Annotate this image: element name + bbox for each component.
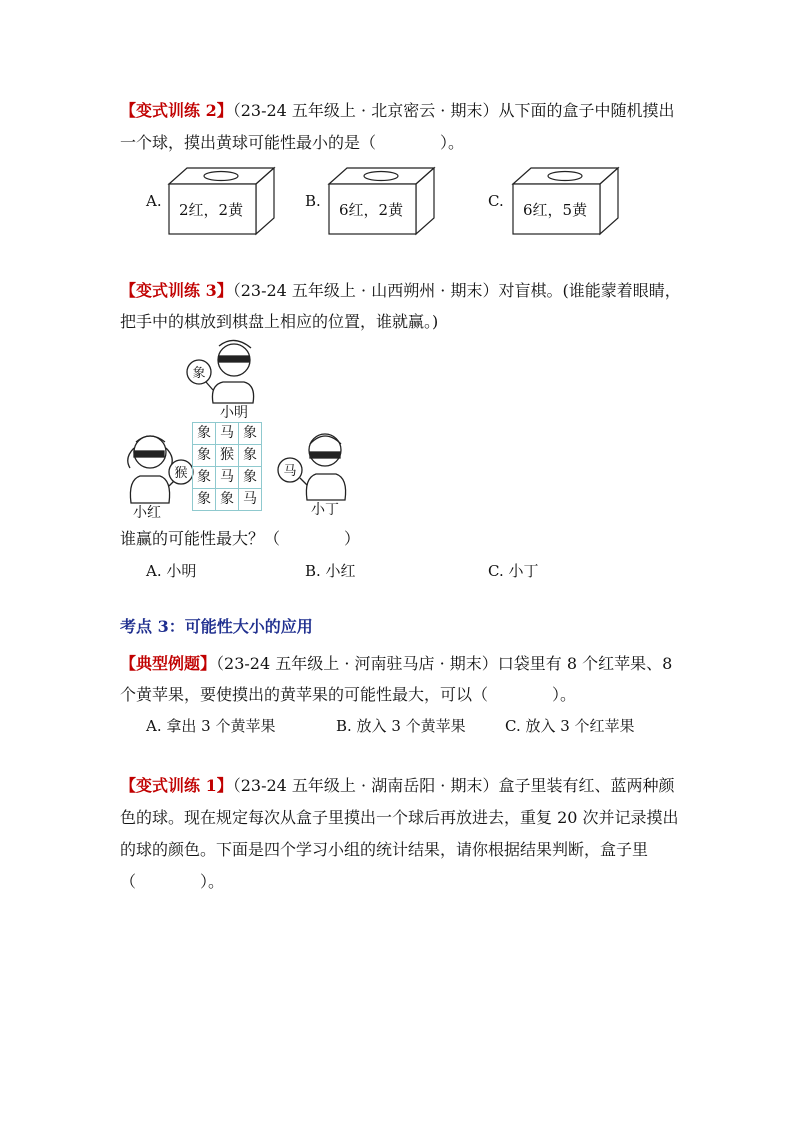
board-cell: 象	[216, 489, 239, 511]
example-tag: 【典型例题】	[120, 654, 217, 673]
variant2-line2: 一个球，摸出黄球可能性最小的是（ ）。	[120, 133, 465, 152]
variant1-tag: 【变式训练 1】	[120, 776, 233, 795]
board-cell: 马	[239, 489, 262, 511]
board-row	[193, 423, 262, 445]
board-row	[193, 489, 262, 511]
example-line2: 个黄苹果，要使摸出的黄苹果的可能性最大，可以（ ）。	[120, 685, 577, 704]
blindfold-chess-illustration	[0, 330, 794, 520]
example-line1: 【典型例题】（23-24 五年级上 · 河南驻马店 · 期末）口袋里有 8 个红苹果、8	[120, 654, 673, 673]
xiaoming-piece: 象	[192, 366, 206, 381]
variant3-line1: 【变式训练 3】（23-24 五年级上 · 山西朔州 · 期末）对盲棋。(谁能蒙着眼睛，	[120, 281, 681, 300]
board-cell: 象	[193, 489, 216, 511]
xiaohong-figure	[128, 436, 193, 503]
board-cell: 象	[193, 445, 216, 467]
variant2-option-a-letter[interactable]: A.	[146, 192, 162, 210]
variant1-line2: 色的球。现在规定每次从盒子里摸出一个球后再放进去，重复 20 次并记录摸出	[120, 808, 679, 827]
variant2-line1: 【变式训练 2】（23-24 五年级上 · 北京密云 · 期末）从下面的盒子中随机摸出	[120, 101, 675, 120]
variant1-line1: 【变式训练 1】（23-24 五年级上 · 湖南岳阳 · 期末）盒子里装有红、蓝两种颜	[120, 776, 675, 795]
box-c-label: 6红，5黄	[523, 201, 588, 219]
example-option-c[interactable]: C. 放入 3 个红苹果	[505, 717, 635, 735]
xiaoming-name: 小明	[220, 405, 248, 421]
variant2-option-c-letter[interactable]: C.	[488, 192, 504, 210]
board-cell: 象	[239, 423, 262, 445]
xiaohong-name: 小红	[133, 505, 161, 521]
xiaoding-piece: 马	[283, 464, 297, 479]
box-illustrations	[0, 0, 794, 260]
variant1-line4: （ ）。	[120, 872, 225, 891]
board-cell: 象	[239, 467, 262, 489]
variant3-option-a[interactable]: A. 小明	[146, 562, 197, 580]
variant2-tag: 【变式训练 2】	[120, 101, 233, 120]
example-option-b[interactable]: B. 放入 3 个黄苹果	[336, 717, 466, 735]
board-cell: 象	[193, 423, 216, 445]
variant1-line3: 的球的颜色。下面是四个学习小组的统计结果，请你根据结果判断，盒子里	[120, 840, 649, 859]
variant3-question: 谁赢的可能性最大？（ ）	[120, 529, 361, 548]
variant3-tag: 【变式训练 3】	[120, 281, 233, 300]
chess-board	[192, 422, 262, 511]
board-cell: 猴	[216, 445, 239, 467]
board-row	[193, 445, 262, 467]
xiaoding-name: 小丁	[311, 502, 339, 518]
board-cell: 象	[193, 467, 216, 489]
board-cell: 象	[239, 445, 262, 467]
variant2-option-b-letter[interactable]: B.	[305, 192, 321, 210]
xiaoming-figure	[187, 340, 254, 403]
board-cell: 马	[216, 467, 239, 489]
xiaoding-figure	[278, 434, 346, 500]
kaodian3-heading: 考点 3：可能性大小的应用	[120, 617, 313, 636]
variant3-line2: 把手中的棋放到棋盘上相应的位置，谁就赢。)	[120, 312, 439, 331]
box-b-label: 6红，2黄	[339, 201, 404, 219]
box-a-label: 2红，2黄	[179, 201, 244, 219]
example-option-a[interactable]: A. 拿出 3 个黄苹果	[146, 717, 276, 735]
variant3-option-b[interactable]: B. 小红	[305, 562, 356, 580]
board-row	[193, 467, 262, 489]
variant3-option-c[interactable]: C. 小丁	[488, 562, 539, 580]
board-cell: 马	[216, 423, 239, 445]
xiaohong-piece: 猴	[174, 466, 188, 481]
